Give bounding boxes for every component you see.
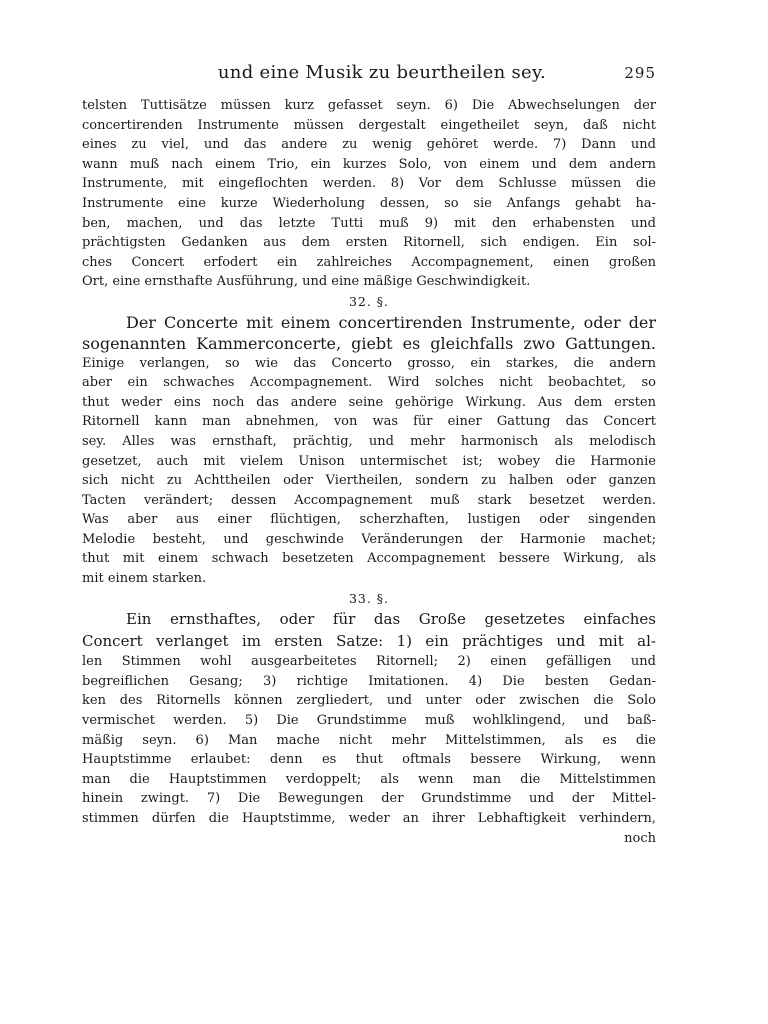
text-line: sich nicht zu Achttheilen oder Viertheilen, sondern zu halben oder ganzen [82,473,656,489]
text-line: vermischet werden. 5) Die Grundstimme muß wohlklingend, und baß- [82,713,656,729]
text-line: thut weder eins noch das andere seine gehörige Wirkung. Aus dem ersten [82,394,656,410]
text-line: Instrumente, mit eingeflochten werden. 8) Vor dem Schlusse müssen die [82,176,656,192]
text-line: Der Concerte mit einem concertirenden Instrumente, oder der [126,312,656,332]
text-line: begreiflichen Gesang; 3) richtige Imitationen. 4) Die besten Gedan- [82,673,656,689]
text-line: ben, machen, und das letzte Tutti muß 9) mit den erhabensten und [82,215,656,231]
text-line: Ort, eine ernsthafte Ausführung, und eine mäßige Geschwindigkeit. [82,274,531,290]
catchword: noch [624,830,656,846]
text-line: mit einem starken. [82,571,207,587]
text-line: Hauptstimme erlaubet: denn es thut oftmals bessere Wirkung, wenn [82,752,656,768]
text-line: wann muß nach einem Trio, ein kurzes Solo, von einem und dem andern [82,156,656,172]
text-line: mäßig seyn. 6) Man mache nicht mehr Mittelstimmen, als es die [82,732,656,748]
text-line: ken des Ritornells können zergliedert, und unter oder zwischen die Solo [82,693,656,709]
page-header [82,62,662,86]
text-line: man die Hauptstimmen verdoppelt; als wenn man die Mittelstimmen [82,771,656,787]
text-line: sogenannten Kammerconcerte, giebt es gleichfalls zwo Gattungen. [82,333,656,353]
text-line: sey. Alles was ernsthaft, prächtig, und mehr harmonisch als melodisch [82,433,656,449]
section-heading-32: 32. §. [348,293,390,309]
body-text [82,96,656,848]
page-number: 295 [624,64,656,82]
text-line: Tacten verändert; dessen Accompagnement muß stark besetzet werden. [82,492,656,508]
text-line: gesetzet, auch mit vielem Unison untermischet ist; wobey die Harmonie [82,453,656,469]
text-line: aber ein schwaches Accompagnement. Wird solches nicht beobachtet, so [82,375,656,391]
text-line: prächtigsten Gedanken aus dem ersten Ritornell, sich endigen. Ein sol- [82,235,656,251]
text-line: hinein zwingt. 7) Die Bewegungen der Grundstimme und der Mittel- [82,791,656,807]
text-line: Einige verlangen, so wie das Concerto grosso, ein starkes, die andern [82,355,656,371]
text-line: Concert verlanget im ersten Satze: 1) ein prächtiges und mit al- [82,632,656,651]
text-line: telsten Tuttisätze müssen kurz gefasset seyn. 6) Die Abwechselungen der [82,98,656,113]
text-line: concertirenden Instrumente müssen dergestalt eingetheilet seyn, daß nicht [82,117,656,133]
text-line: stimmen dürfen die Hauptstimme, weder an ihrer Lebhaftigkeit verhindern, [82,811,656,826]
section-heading-33: 33. §. [348,590,390,606]
running-title: und eine Musik zu beurtheilen sey. [217,62,547,83]
text-line: ches Concert erfodert ein zahlreiches Accompagnement, einen großen [82,254,656,270]
text-line: Instrumente eine kurze Wiederholung dessen, so sie Anfangs gehabt ha- [82,195,656,211]
text-line: eines zu viel, und das andere zu wenig gehöret werde. 7) Dann und [82,137,656,153]
text-line: len Stimmen wohl ausgearbeitetes Ritornell; 2) einen gefälligen und [82,654,656,670]
text-line: Was aber aus einer flüchtigen, scherzhaften, lustigen oder singenden [82,512,656,528]
text-line: thut mit einem schwach besetzeten Accompagnement bessere Wirkung, als [82,551,656,567]
text-line: Ritornell kann man abnehmen, von was für einer Gattung das Concert [82,414,656,430]
text-line: Melodie besteht, und geschwinde Veränderungen der Harmonie machet; [82,531,656,547]
text-line: Ein ernsthaftes, oder für das Große gesetzetes einfaches [126,610,656,629]
